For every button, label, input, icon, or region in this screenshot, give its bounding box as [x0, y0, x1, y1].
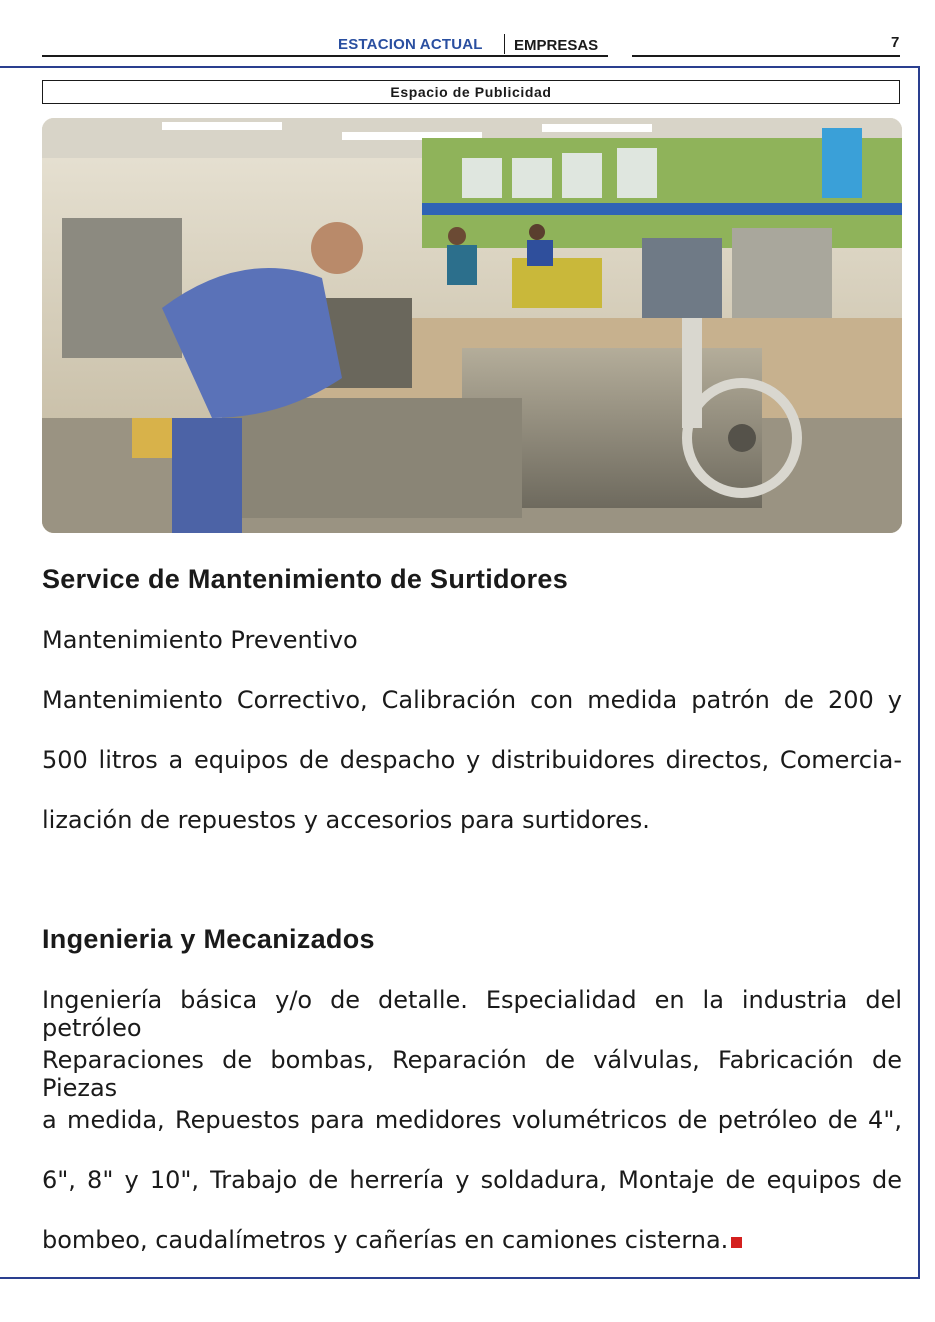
page-frame-bottom: [0, 1277, 920, 1279]
workshop-photo: [42, 118, 902, 533]
end-mark-icon: [731, 1237, 742, 1248]
header-rule-left: [42, 55, 608, 57]
header-section: ESTACION ACTUAL: [338, 36, 483, 53]
page-number: 7: [891, 34, 900, 51]
paragraph-line: lización de repuestos y accesorios para surtidores.: [42, 806, 650, 834]
ad-banner: Espacio de Publicidad: [42, 80, 900, 104]
paragraph-line: Reparaciones de bombas, Reparación de válvulas, Fabricación de Piezas: [42, 1046, 902, 1102]
header-separator: [504, 34, 505, 54]
paragraph-line: Mantenimiento Correctivo, Calibración con medida patrón de 200 y: [42, 686, 902, 714]
paragraph-line: 500 litros a equipos de despacho y distribuidores directos, Comercia-: [42, 746, 902, 774]
header-subsection: EMPRESAS: [514, 37, 599, 54]
paragraph-line-last: [42, 1226, 902, 1254]
paragraph-line: a medida, Repuestos para medidores volumétricos de petróleo de 4",: [42, 1106, 902, 1134]
page-frame-right: [918, 66, 920, 1278]
section-title-surtidores: Service de Mantenimiento de Surtidores: [42, 564, 569, 594]
header-rule-right: [632, 55, 900, 57]
workshop-illustration: [42, 118, 902, 533]
paragraph-line: Ingeniería básica y/o de detalle. Especialidad en la industria del petróleo: [42, 986, 902, 1042]
page-frame-top: [0, 66, 920, 68]
paragraph-line: Mantenimiento Preventivo: [42, 626, 358, 654]
paragraph-text: bombeo, caudalímetros y cañerías en camiones cisterna.: [42, 1226, 729, 1254]
paragraph-line: 6", 8" y 10", Trabajo de herrería y soldadura, Montaje de equipos de: [42, 1166, 902, 1194]
section-title-ingenieria: Ingenieria y Mecanizados: [42, 924, 375, 954]
